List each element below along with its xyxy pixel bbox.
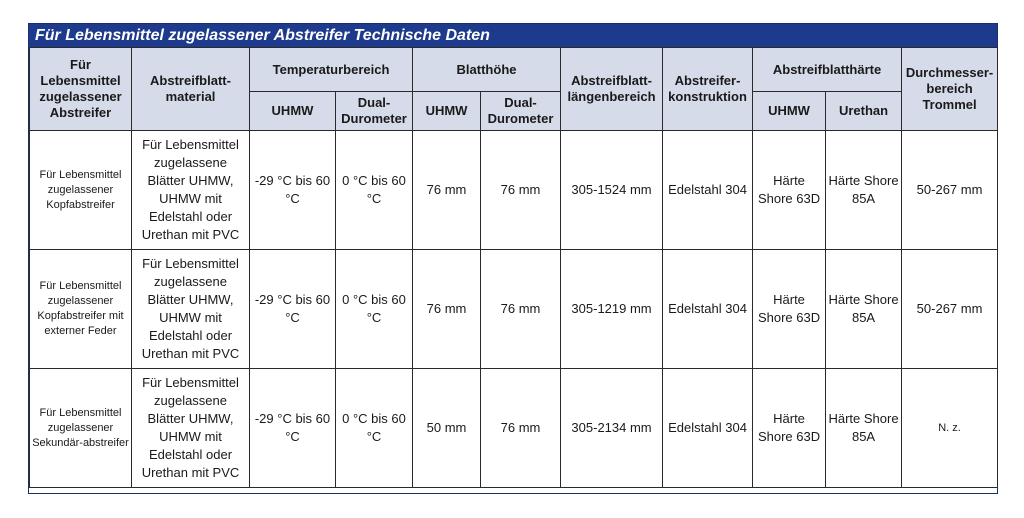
spec-table-frame (28, 23, 998, 494)
header-temperature: Temperaturbereich (250, 48, 413, 92)
header-height-dual: Dual-Durometer (481, 92, 561, 131)
header-blade-height: Blatthöhe (413, 48, 561, 92)
header-diameter: Durchmesser-bereich Trommel (902, 48, 998, 131)
header-temp-uhmw: UHMW (250, 92, 336, 131)
header-temp-dual: Dual-Durometer (336, 92, 413, 131)
cell-hard-urethan: Härte Shore 85A (826, 369, 902, 488)
cell-hard-urethan: Härte Shore 85A (826, 131, 902, 250)
cell-product: Für Lebensmittel zugelassener Sekundär-abstreifer (30, 369, 132, 488)
cell-material: Für Lebensmittel zugelassene Blätter UHMW, UHMW mit Edelstahl oder Urethan mit PVC (132, 369, 250, 488)
header-hard-urethan: Urethan (826, 92, 902, 131)
cell-height-dual: 76 mm (481, 369, 561, 488)
cell-height-uhmw: 76 mm (413, 131, 481, 250)
cell-product: Für Lebensmittel zugelassener Kopfabstreifer mit externer Feder (30, 250, 132, 369)
header-hardness: Abstreifblatthärte (753, 48, 902, 92)
cell-product: Für Lebensmittel zugelassener Kopfabstreifer (30, 131, 132, 250)
cell-length: 305-2134 mm (561, 369, 663, 488)
cell-diameter: N. z. (902, 369, 998, 488)
cell-material: Für Lebensmittel zugelassene Blätter UHMW, UHMW mit Edelstahl oder Urethan mit PVC (132, 250, 250, 369)
table-row (30, 131, 998, 250)
cell-diameter: 50-267 mm (902, 131, 998, 250)
header-row-1 (30, 48, 998, 92)
cell-length: 305-1524 mm (561, 131, 663, 250)
cell-hard-uhmw: Härte Shore 63D (753, 369, 826, 488)
header-construction: Abstreifer-konstruktion (663, 48, 753, 131)
cell-temp-dual: 0 °C bis 60 °C (336, 369, 413, 488)
cell-height-uhmw: 76 mm (413, 250, 481, 369)
cell-height-uhmw: 50 mm (413, 369, 481, 488)
cell-material: Für Lebensmittel zugelassene Blätter UHMW, UHMW mit Edelstahl oder Urethan mit PVC (132, 131, 250, 250)
cell-hard-uhmw: Härte Shore 63D (753, 250, 826, 369)
header-product: Für Lebensmittel zugelassener Abstreifer (30, 48, 132, 131)
cell-temp-uhmw: -29 °C bis 60 °C (250, 131, 336, 250)
cell-construction: Edelstahl 304 (663, 131, 753, 250)
cell-hard-urethan: Härte Shore 85A (826, 250, 902, 369)
cell-construction: Edelstahl 304 (663, 250, 753, 369)
cell-temp-dual: 0 °C bis 60 °C (336, 131, 413, 250)
cell-height-dual: 76 mm (481, 250, 561, 369)
table-row (30, 369, 998, 488)
cell-height-dual: 76 mm (481, 131, 561, 250)
header-height-uhmw: UHMW (413, 92, 481, 131)
header-hard-uhmw: UHMW (753, 92, 826, 131)
header-blade-material: Abstreifblatt-material (132, 48, 250, 131)
cell-hard-uhmw: Härte Shore 63D (753, 131, 826, 250)
header-blade-length: Abstreifblatt-längenbereich (561, 48, 663, 131)
cell-construction: Edelstahl 304 (663, 369, 753, 488)
cell-temp-uhmw: -29 °C bis 60 °C (250, 250, 336, 369)
cell-diameter: 50-267 mm (902, 250, 998, 369)
table-row (30, 250, 998, 369)
table-title: Für Lebensmittel zugelassener Abstreifer Technische Daten (29, 24, 997, 47)
cell-temp-dual: 0 °C bis 60 °C (336, 250, 413, 369)
cell-length: 305-1219 mm (561, 250, 663, 369)
spec-table (29, 47, 998, 488)
cell-temp-uhmw: -29 °C bis 60 °C (250, 369, 336, 488)
